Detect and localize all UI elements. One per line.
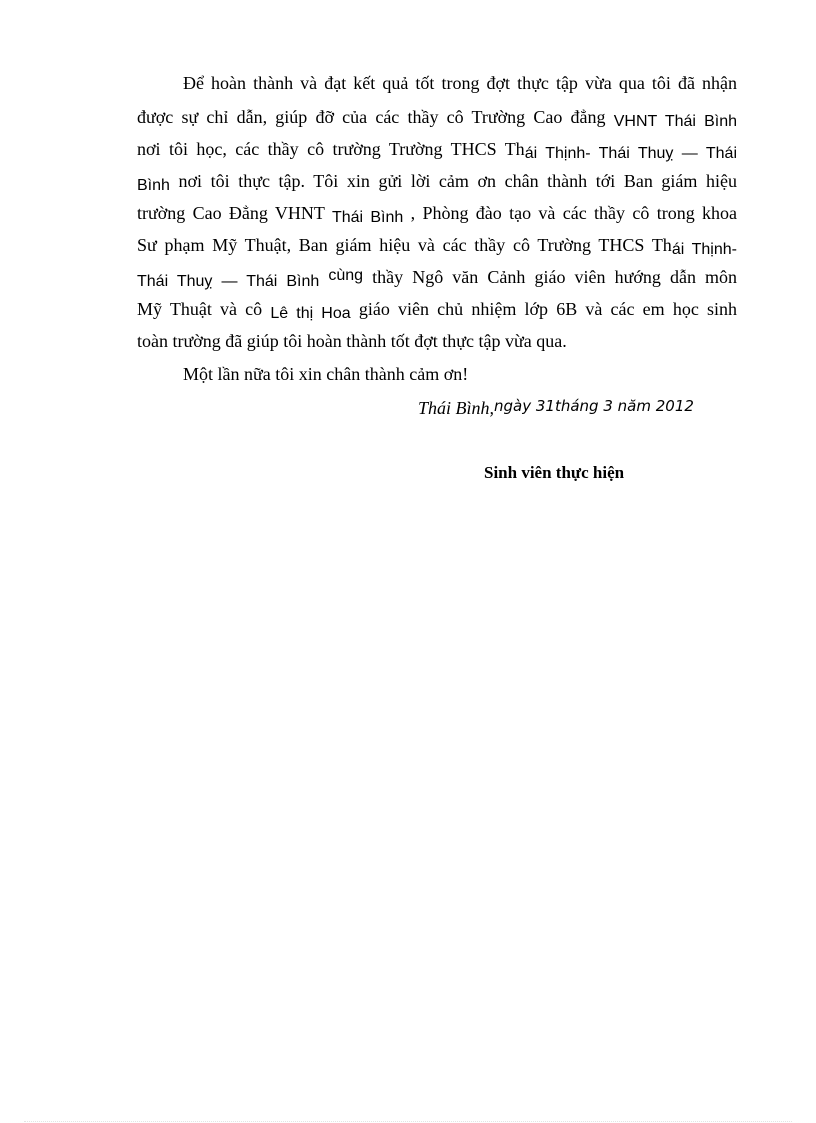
text-run: , Phòng đào tạo và các thầy cô trong khoa bbox=[410, 203, 738, 223]
date-place: Thái Bình, bbox=[418, 398, 495, 418]
text-run: Một lần nữa tôi xin chân thành cảm ơn! bbox=[183, 364, 469, 384]
text-run: giáo viên chủ nhiệm lớp 6B và các em học sinh bbox=[358, 299, 738, 319]
paragraph-1-line-5 bbox=[137, 197, 737, 229]
text-run: toàn trường đã giúp tôi hoàn thành tốt đợt thực tập vừa qua. bbox=[137, 331, 567, 351]
paragraph-1-line-8 bbox=[137, 293, 737, 325]
text-run: nơi tôi học, các thầy cô trường Trường THCS Th bbox=[137, 139, 525, 159]
school-place-run: ái Thịnh- bbox=[671, 241, 737, 258]
paragraph-1-line-3 bbox=[137, 133, 737, 165]
paragraph-1-line-1 bbox=[183, 67, 737, 99]
text-run: Để hoàn thành và đạt kết quả tốt trong đợt thực tập vừa qua tôi đã nhận bbox=[183, 73, 737, 93]
text-run: Sư phạm Mỹ Thuật, Ban giám hiệu và các thầy cô Trường THCS Th bbox=[137, 235, 672, 255]
date-value: ngày 31tháng 3 năm 2012 bbox=[494, 397, 694, 415]
text-run: cùng bbox=[328, 267, 364, 284]
paragraph-1-line-2 bbox=[137, 101, 737, 133]
text-run: nơi tôi thực tập. Tôi xin gửi lời cảm ơn chân thành tới Ban giám hiệu bbox=[178, 171, 738, 191]
paragraph-2 bbox=[183, 358, 737, 390]
text-run: được sự chỉ dẫn, giúp đỡ của các thầy cô Trường Cao đẳng bbox=[137, 107, 606, 127]
date-line bbox=[418, 393, 694, 423]
paragraph-1-line-7 bbox=[137, 261, 737, 293]
place-run: Thái Bình bbox=[331, 209, 404, 226]
teacher-run: thầy Ngô văn Cảnh bbox=[372, 267, 526, 287]
place-run: Bình bbox=[137, 177, 170, 194]
text-run: Mỹ Thuật và cô bbox=[137, 299, 263, 319]
signer-title: Sinh viên thực hiện bbox=[484, 463, 625, 482]
place-run: Thái Thuỵ — Thái Bình bbox=[137, 273, 320, 290]
school-name-run: VHNT Thái Bình bbox=[613, 113, 738, 130]
paragraph-1-line-9 bbox=[137, 325, 737, 357]
page-bottom-rule bbox=[24, 1121, 792, 1122]
text-run: giáo viên hướng dẫn môn bbox=[534, 267, 738, 287]
school-place-run: ái Thịnh- Thái Thuỵ — Thái bbox=[524, 145, 737, 162]
text-run: trường Cao Đẳng VHNT bbox=[137, 203, 325, 223]
teacher-run: Lê thị Hoa bbox=[270, 305, 351, 322]
paragraph-1-line-4 bbox=[137, 165, 737, 197]
paragraph-1-line-6 bbox=[137, 229, 737, 261]
